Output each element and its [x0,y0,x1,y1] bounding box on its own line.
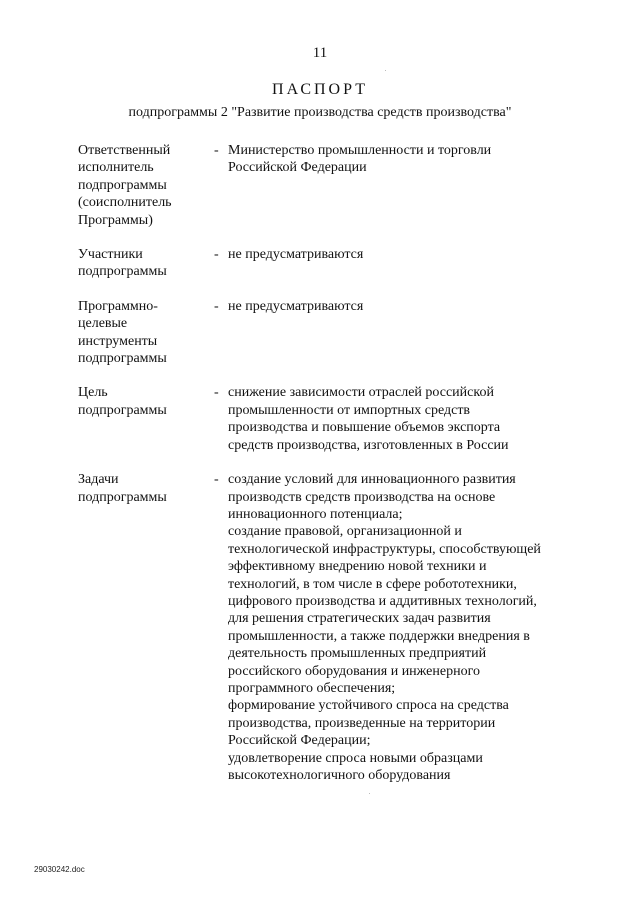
document-title: ПАСПОРТ [272,81,368,98]
document-subtitle: подпрограммы 2 "Развитие производства средств производства" [128,105,512,120]
row-value: создание условий для инновационного развития производств средств производства на основе инновационного потенциала; создание правовой, организационной и технологической инфраструктуры, способствующей эффективному внедрению новой техники и технологий, в том числе в сфере робототехники, цифрового производства и аддитивных технологий, для решения стратегических задач развития промышленности, а также поддержки внедрения в деятельность промышленных предприятий российского оборудования и инженерного программного обеспечения; формирование устойчивого спроса на средства производства, произведенные на территории Российской Федерации; удовлетворение спроса новыми образцами высокотехнологичного оборудования [228,472,541,783]
row-label: Ответственный исполнитель подпрограммы (соисполнитель Программы) [78,143,172,228]
row-label: Участники подпрограммы [78,247,167,280]
row-dash: - [214,472,219,488]
row-value: снижение зависимости отраслей российской промышленности от импортных средств производства и повышение объемов экспорта средств производства, изготовленных в России [228,385,509,453]
row-dash: - [214,247,219,263]
row-dash: - [214,298,219,314]
file-name-footer: 29030242.doc [34,865,85,874]
row-value: не предусматриваются [228,298,364,314]
row-goal [78,384,578,454]
row-responsible-executor [78,142,578,229]
row-dash: - [214,385,219,401]
scan-speck [385,70,386,71]
row-program-instruments [78,298,578,368]
row-value: Министерство промышленности и торговли Российской Федерации [228,143,492,176]
row-label: Задачи подпрограммы [78,472,167,505]
row-tasks [78,471,578,784]
row-value: не предусматриваются [228,247,364,263]
scan-speck [369,793,370,794]
row-dash: - [214,143,219,158]
row-label: Цель подпрограммы [78,385,167,418]
row-participants [78,246,578,281]
passport-table [78,142,578,784]
page-number: 11 [312,45,328,61]
row-label: Программно- целевые инструменты подпрограммы [78,298,167,367]
